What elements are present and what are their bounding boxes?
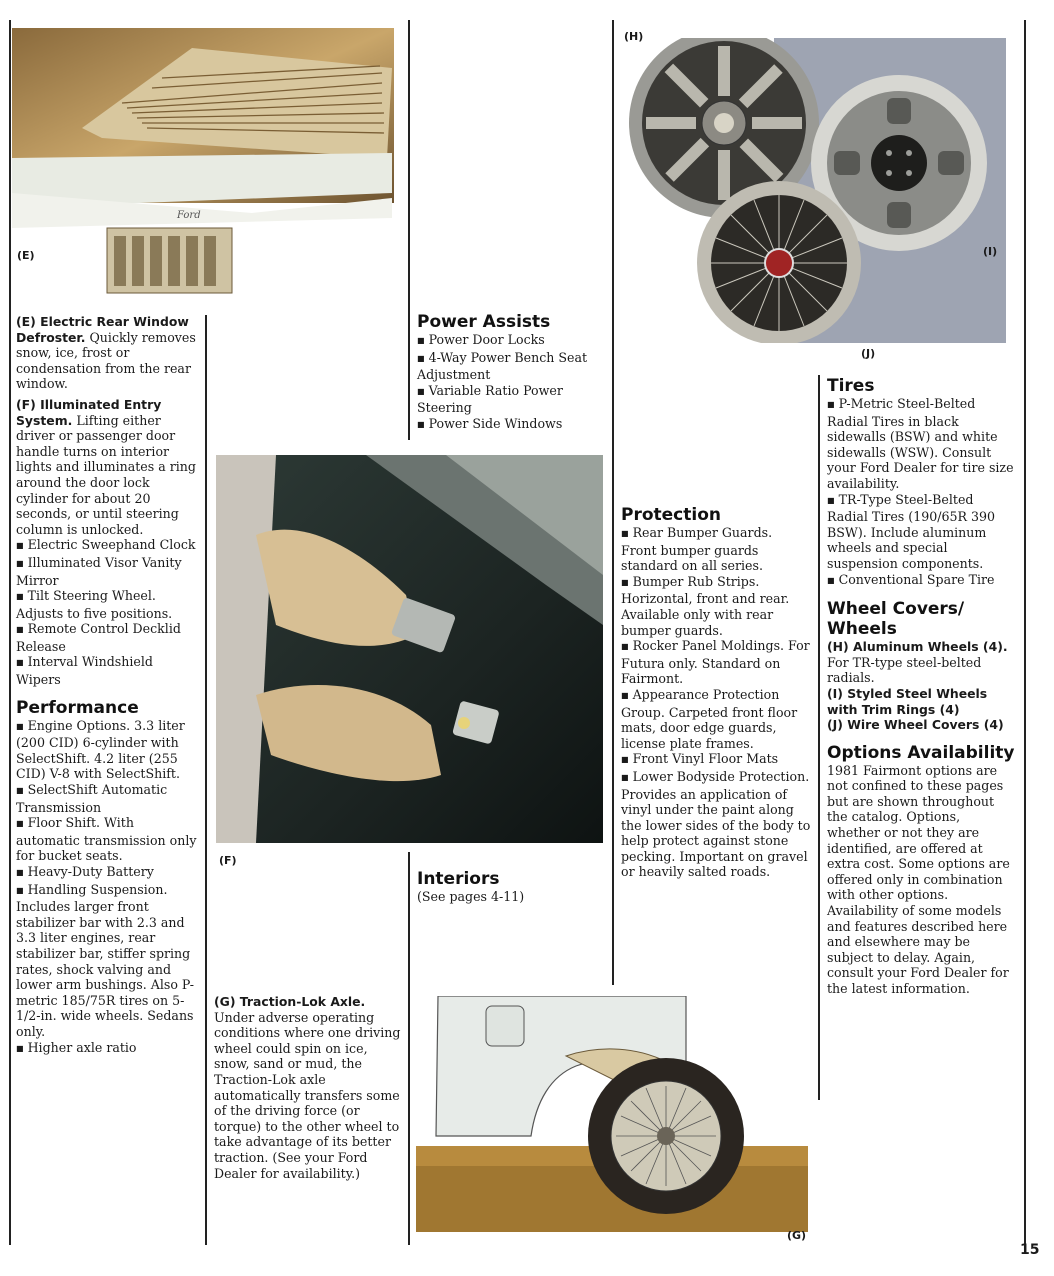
- styled-steel-wheels-title: (I) Styled Steel Wheels with Trim Rings (4): [827, 685, 988, 717]
- list-item: ■ Variable Ratio Power Steering: [417, 383, 602, 416]
- page-number: 15: [1020, 1242, 1040, 1258]
- svg-text:Ford: Ford: [177, 210, 201, 221]
- interiors-heading: Interiors: [417, 869, 500, 889]
- list-item: ■ Engine Options. 3.3 liter (200 CID) 6-cylinder with SelectShift. 4.2 liter (255 CID) V-8 with SelectShift.: [16, 718, 201, 782]
- list-item: ■ TR-Type Steel-Belted Radial Tires (190/65R 390 BSW). Include aluminum wheels and special suspension components.: [827, 492, 1015, 572]
- power-assists-section: [417, 312, 602, 434]
- column-1-text: [16, 314, 201, 1057]
- options-availability-heading: Options Availability: [827, 742, 1015, 763]
- wheels-heading: Wheel Covers/ Wheels: [827, 599, 965, 640]
- illuminated-entry-title: (F) Illuminated Entry System.: [16, 396, 162, 428]
- aluminum-wheels-title: (H) Aluminum Wheels (4).: [827, 639, 1008, 655]
- column-rule: [408, 852, 410, 1245]
- list-item: ■ Heavy-Duty Battery: [16, 864, 201, 882]
- defroster-title: (E) Electric Rear Window Defroster.: [16, 314, 189, 345]
- traction-lok-image: [416, 996, 808, 1232]
- options-availability-text: 1981 Fairmont options are not confined to these pages but are shown throughout the catalog. Options, whether or not they are identified, are offered at extra cost. Some options are offered only in combination with other options. Availability of some models and features described here and elsewhere may be subject to delay. Again, consult your Ford Dealer for the latest information.: [827, 762, 1010, 996]
- interiors-reference: (See pages 4-11): [417, 889, 525, 904]
- column-rule: [408, 20, 410, 440]
- tires-heading: Tires: [827, 376, 875, 396]
- list-item: ■ Power Door Locks: [417, 332, 602, 350]
- list-item: ■ Lower Bodyside Protection. Provides an application of vinyl under the paint along the lower sides of the body to help protect against stone pecking. Important on gravel or heavily salted roads.: [621, 769, 811, 880]
- caption-j: (J): [861, 347, 876, 360]
- column-rule: [9, 20, 11, 1245]
- list-item: ■ Remote Control Decklid Release: [16, 621, 201, 654]
- list-item: ■ Front Vinyl Floor Mats: [621, 751, 811, 769]
- list-item: ■ Power Side Windows: [417, 416, 602, 434]
- traction-lok-description: Under adverse operating conditions where one driving wheel could spin on ice, snow, sand or mud, the Traction-Lok axle automatically transfers some of the driving force (or torque) to the other wheel to take advantage of its better traction. (See your Ford Dealer for availability.): [214, 1009, 401, 1181]
- column-rule: [818, 375, 820, 1100]
- wire-wheel-covers-title: (J) Wire Wheel Covers (4): [827, 717, 1004, 733]
- list-item: ■ Rocker Panel Moldings. For Futura only. Standard on Fairmont.: [621, 638, 811, 687]
- column-rule: [205, 315, 207, 1245]
- list-item: ■ Tilt Steering Wheel. Adjusts to five positions.: [16, 588, 201, 621]
- list-item: ■ 4-Way Power Bench Seat Adjustment: [417, 350, 602, 383]
- caption-g: (G): [787, 1229, 807, 1242]
- column-rule: [1024, 20, 1026, 1245]
- caption-e: (E): [17, 249, 35, 262]
- list-item: ■ Illuminated Visor Vanity Mirror: [16, 555, 201, 588]
- list-item: ■ Rear Bumper Guards. Front bumper guards standard on all series.: [621, 525, 811, 574]
- protection-heading: Protection: [621, 505, 721, 525]
- power-assists-heading: Power Assists: [417, 312, 551, 332]
- defroster-description: Quickly removes snow, ice, frost or condensation from the rear window.: [16, 329, 196, 392]
- traction-lok-title: (G) Traction-Lok Axle.: [214, 994, 366, 1009]
- interiors-section: [417, 869, 602, 905]
- caption-f: (F): [219, 854, 237, 867]
- column-rule: [612, 20, 614, 985]
- column-5-text: [827, 376, 1015, 997]
- list-item: ■ Interval Windshield Wipers: [16, 654, 201, 687]
- aluminum-wheels-description: For TR-type steel-belted radials.: [827, 654, 982, 686]
- list-item: ■ P-Metric Steel-Belted Radial Tires in black sidewalls (BSW) and white sidewalls (WSW). Consult your Ford Dealer for tire size availability.: [827, 396, 1015, 492]
- rear-window-defroster-image: [12, 28, 394, 298]
- wheels-image: [624, 38, 1006, 343]
- protection-section: [621, 505, 811, 880]
- performance-heading: Performance: [16, 697, 139, 718]
- list-item: ■ Floor Shift. With automatic transmission only for bucket seats.: [16, 815, 201, 864]
- caption-i: (I): [983, 245, 998, 258]
- caption-h: (H): [624, 30, 644, 43]
- list-item: ■ Appearance Protection Group. Carpeted front floor mats, door edge guards, license plate frames.: [621, 687, 811, 751]
- list-item: ■ Conventional Spare Tire: [827, 572, 1015, 590]
- list-item: ■ Bumper Rub Strips. Horizontal, front and rear. Available only with rear bumper guards.: [621, 574, 811, 638]
- list-item: ■ SelectShift Automatic Transmission: [16, 782, 201, 815]
- list-item: ■ Handling Suspension. Includes larger front stabilizer bar with 2.3 and 3.3 liter engines, rear stabilizer bar, stiffer spring rates, shock valving and lower arm bushings. Also P-metric 185/75R tires on 5-1/2-in. wide wheels. Sedans only.: [16, 882, 201, 1040]
- illuminated-entry-description: Lifting either driver or passenger door handle turns on interior lights and illuminates a ring around the door lock cylinder for about 20 seconds, or until steering column is unlocked.: [16, 412, 196, 537]
- illuminated-entry-image: [216, 455, 603, 843]
- list-item: ■ Higher axle ratio: [16, 1040, 201, 1058]
- traction-lok-text: [214, 994, 402, 1181]
- list-item: ■ Electric Sweephand Clock: [16, 537, 201, 555]
